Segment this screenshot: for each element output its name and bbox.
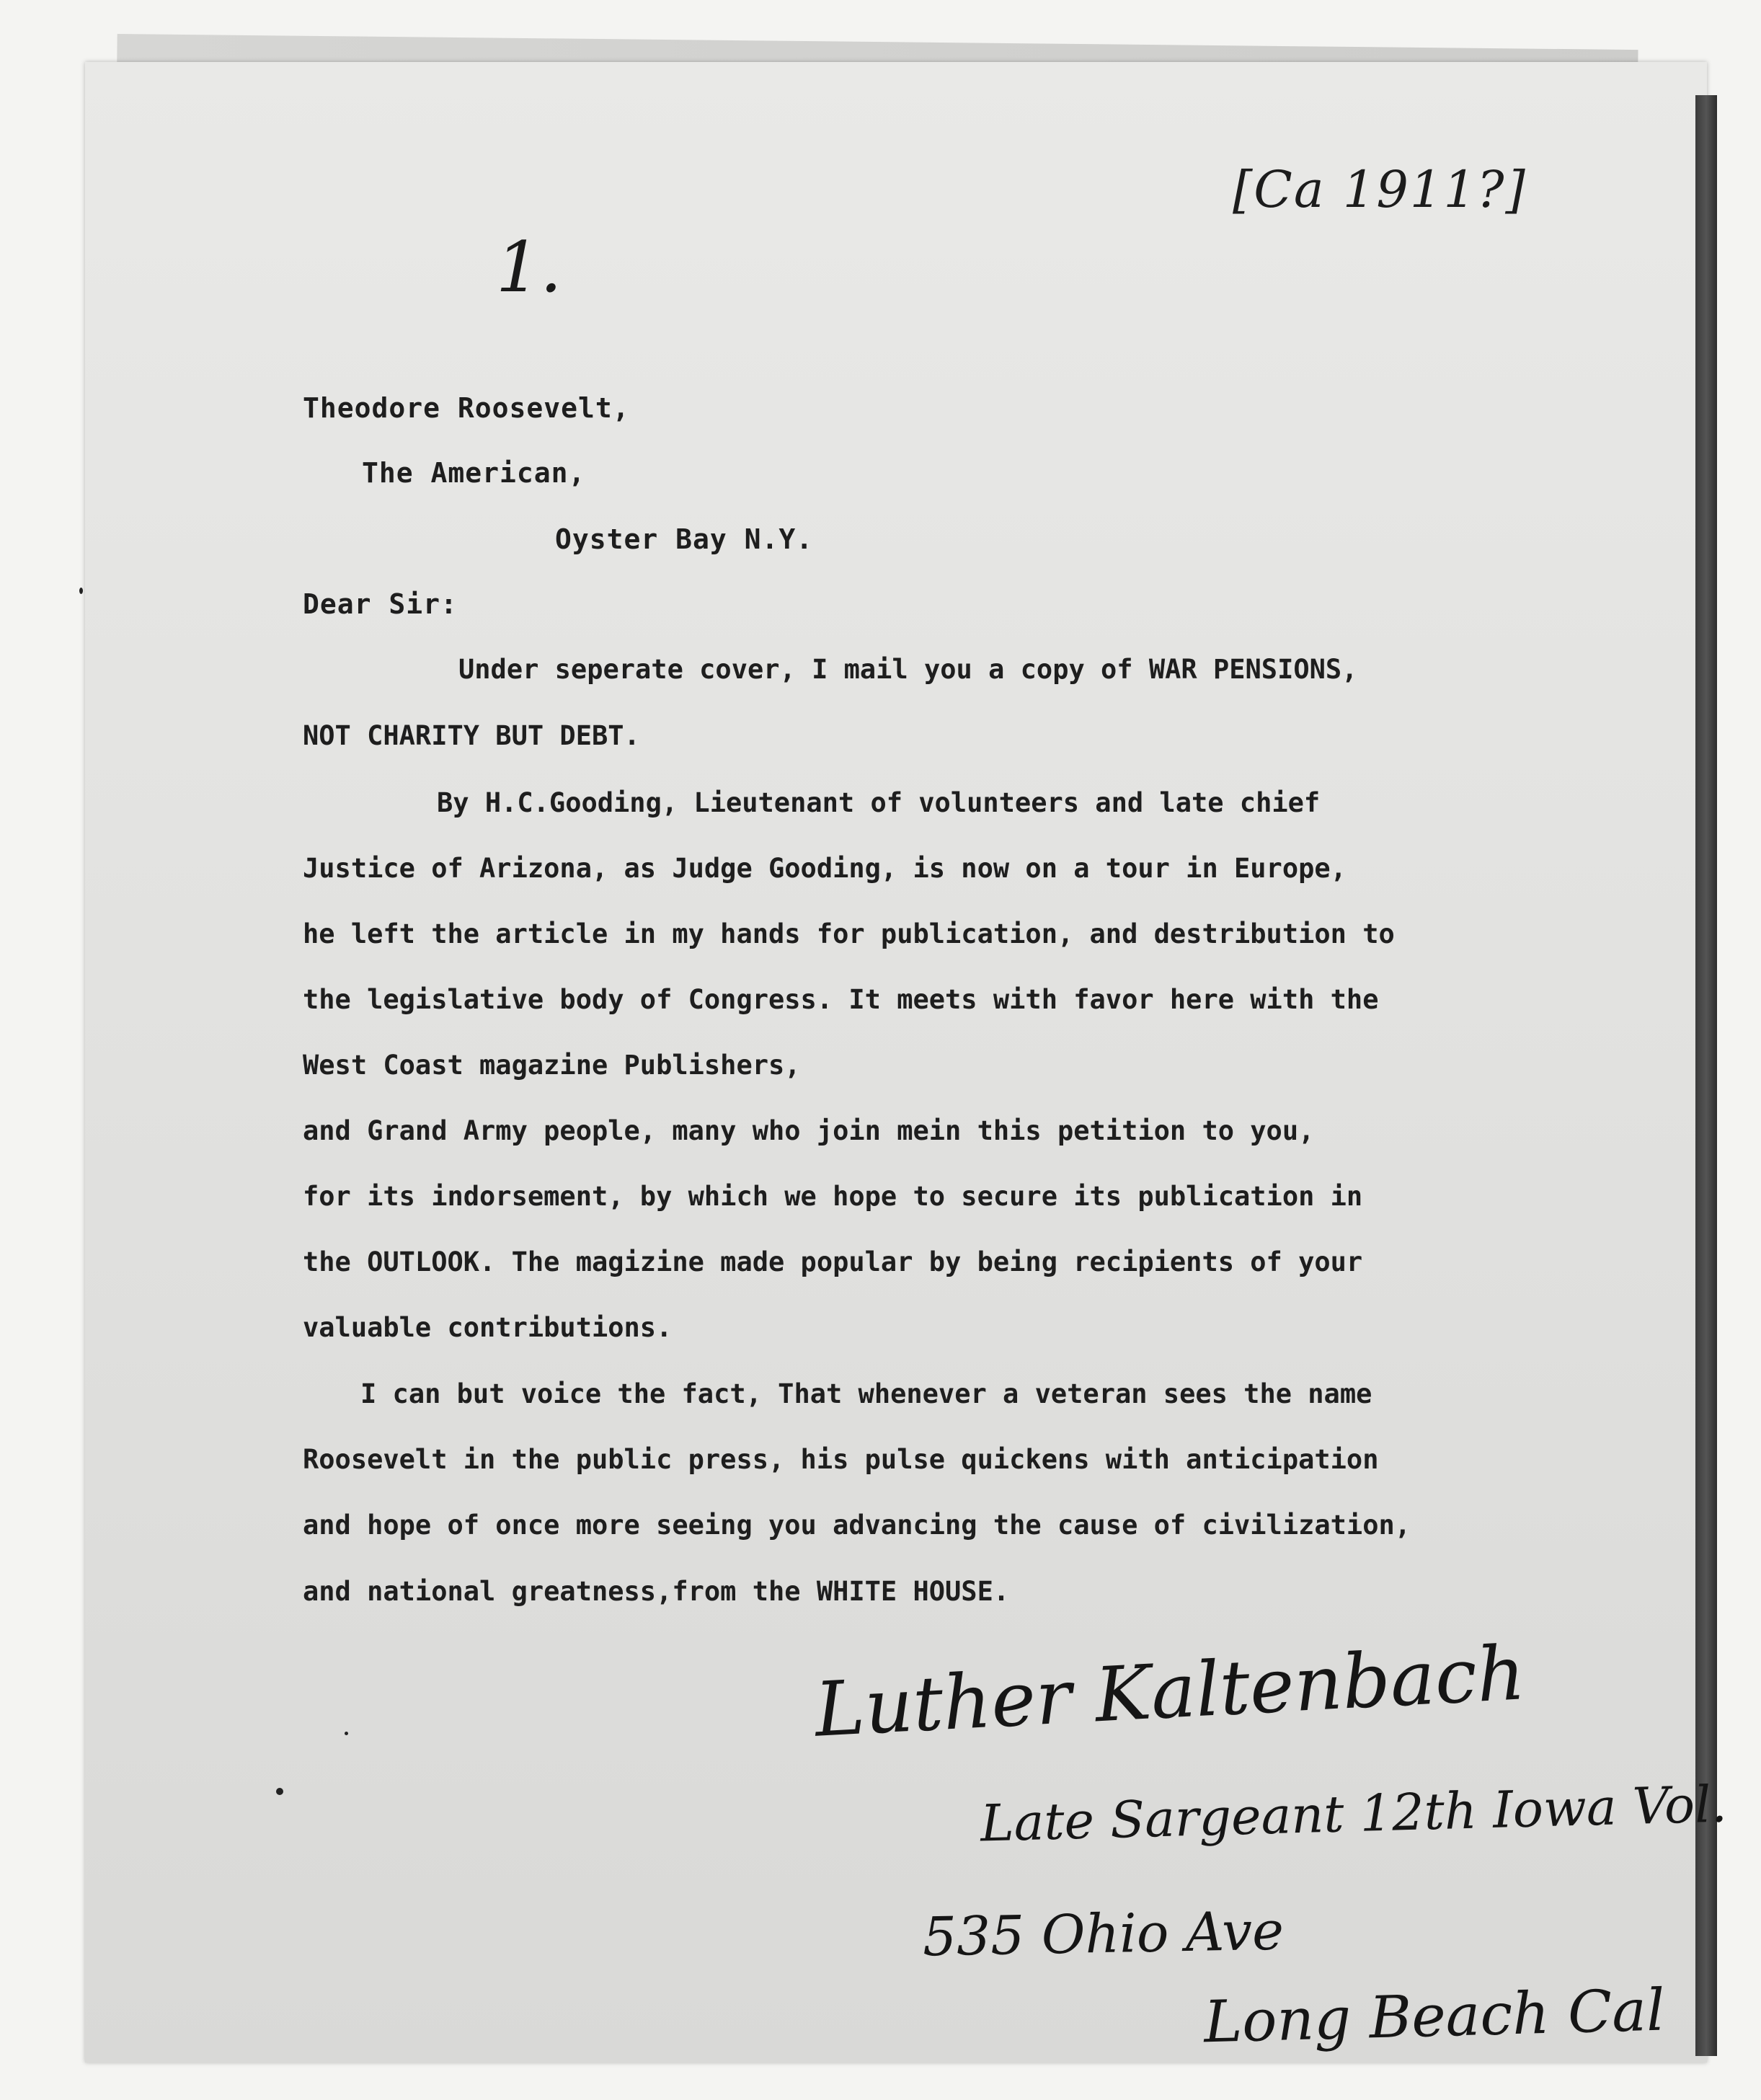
body-line: and hope of once more seeing you advancing the cause of civilization, <box>303 1510 1411 1541</box>
body-line: the legislative body of Congress. It meets with favor here with the <box>303 984 1379 1015</box>
body-line: Roosevelt in the public press, his pulse quickens with anticipation <box>303 1444 1379 1475</box>
addressee-title: The American, <box>362 457 586 489</box>
body-line: for its indorsement, by which we hope to secure its publication in <box>303 1181 1363 1212</box>
body-line: valuable contributions. <box>303 1312 673 1343</box>
body-line: and national greatness,from the WHITE HOUSE. <box>303 1576 1010 1607</box>
page-edge-shadow <box>1695 95 1717 2056</box>
addressee-name: Theodore Roosevelt, <box>303 392 630 424</box>
signature-rank: Late Sargeant 12th Iowa Vol. <box>980 1774 1728 1853</box>
body-line: By H.C.Gooding, Lieutenant of volunteers and late chief <box>437 787 1321 818</box>
body-line: Justice of Arizona, as Judge Gooding, is now on a tour in Europe, <box>303 853 1347 884</box>
body-line: NOT CHARITY BUT DEBT. <box>303 720 640 751</box>
ink-speck <box>345 1732 348 1735</box>
archive-date-annotation: [Ca 1911?] <box>1233 160 1527 219</box>
signature-street: 535 Ohio Ave <box>922 1900 1285 1969</box>
signature-name: Luther Kaltenbach <box>812 1629 1527 1754</box>
body-line: West Coast magazine Publishers, <box>303 1050 801 1081</box>
addressee-place: Oyster Bay N.Y. <box>555 523 814 555</box>
ink-speck <box>276 1788 283 1795</box>
body-line: he left the article in my hands for publication, and destribution to <box>303 918 1395 949</box>
body-line: I can but voice the fact, That whenever a veteran sees the name <box>360 1378 1372 1409</box>
salutation: Dear Sir: <box>303 588 458 620</box>
body-line: the OUTLOOK. The magizine made popular by being recipients of your <box>303 1246 1363 1277</box>
body-line: Under seperate cover, I mail you a copy of WAR PENSIONS, <box>458 654 1358 685</box>
signature-city: Long Beach Cal <box>1202 1976 1666 2056</box>
page-number-annotation: 1. <box>496 227 562 308</box>
ink-speck <box>79 588 83 594</box>
body-line: and Grand Army people, many who join mein this petition to you, <box>303 1115 1315 1146</box>
